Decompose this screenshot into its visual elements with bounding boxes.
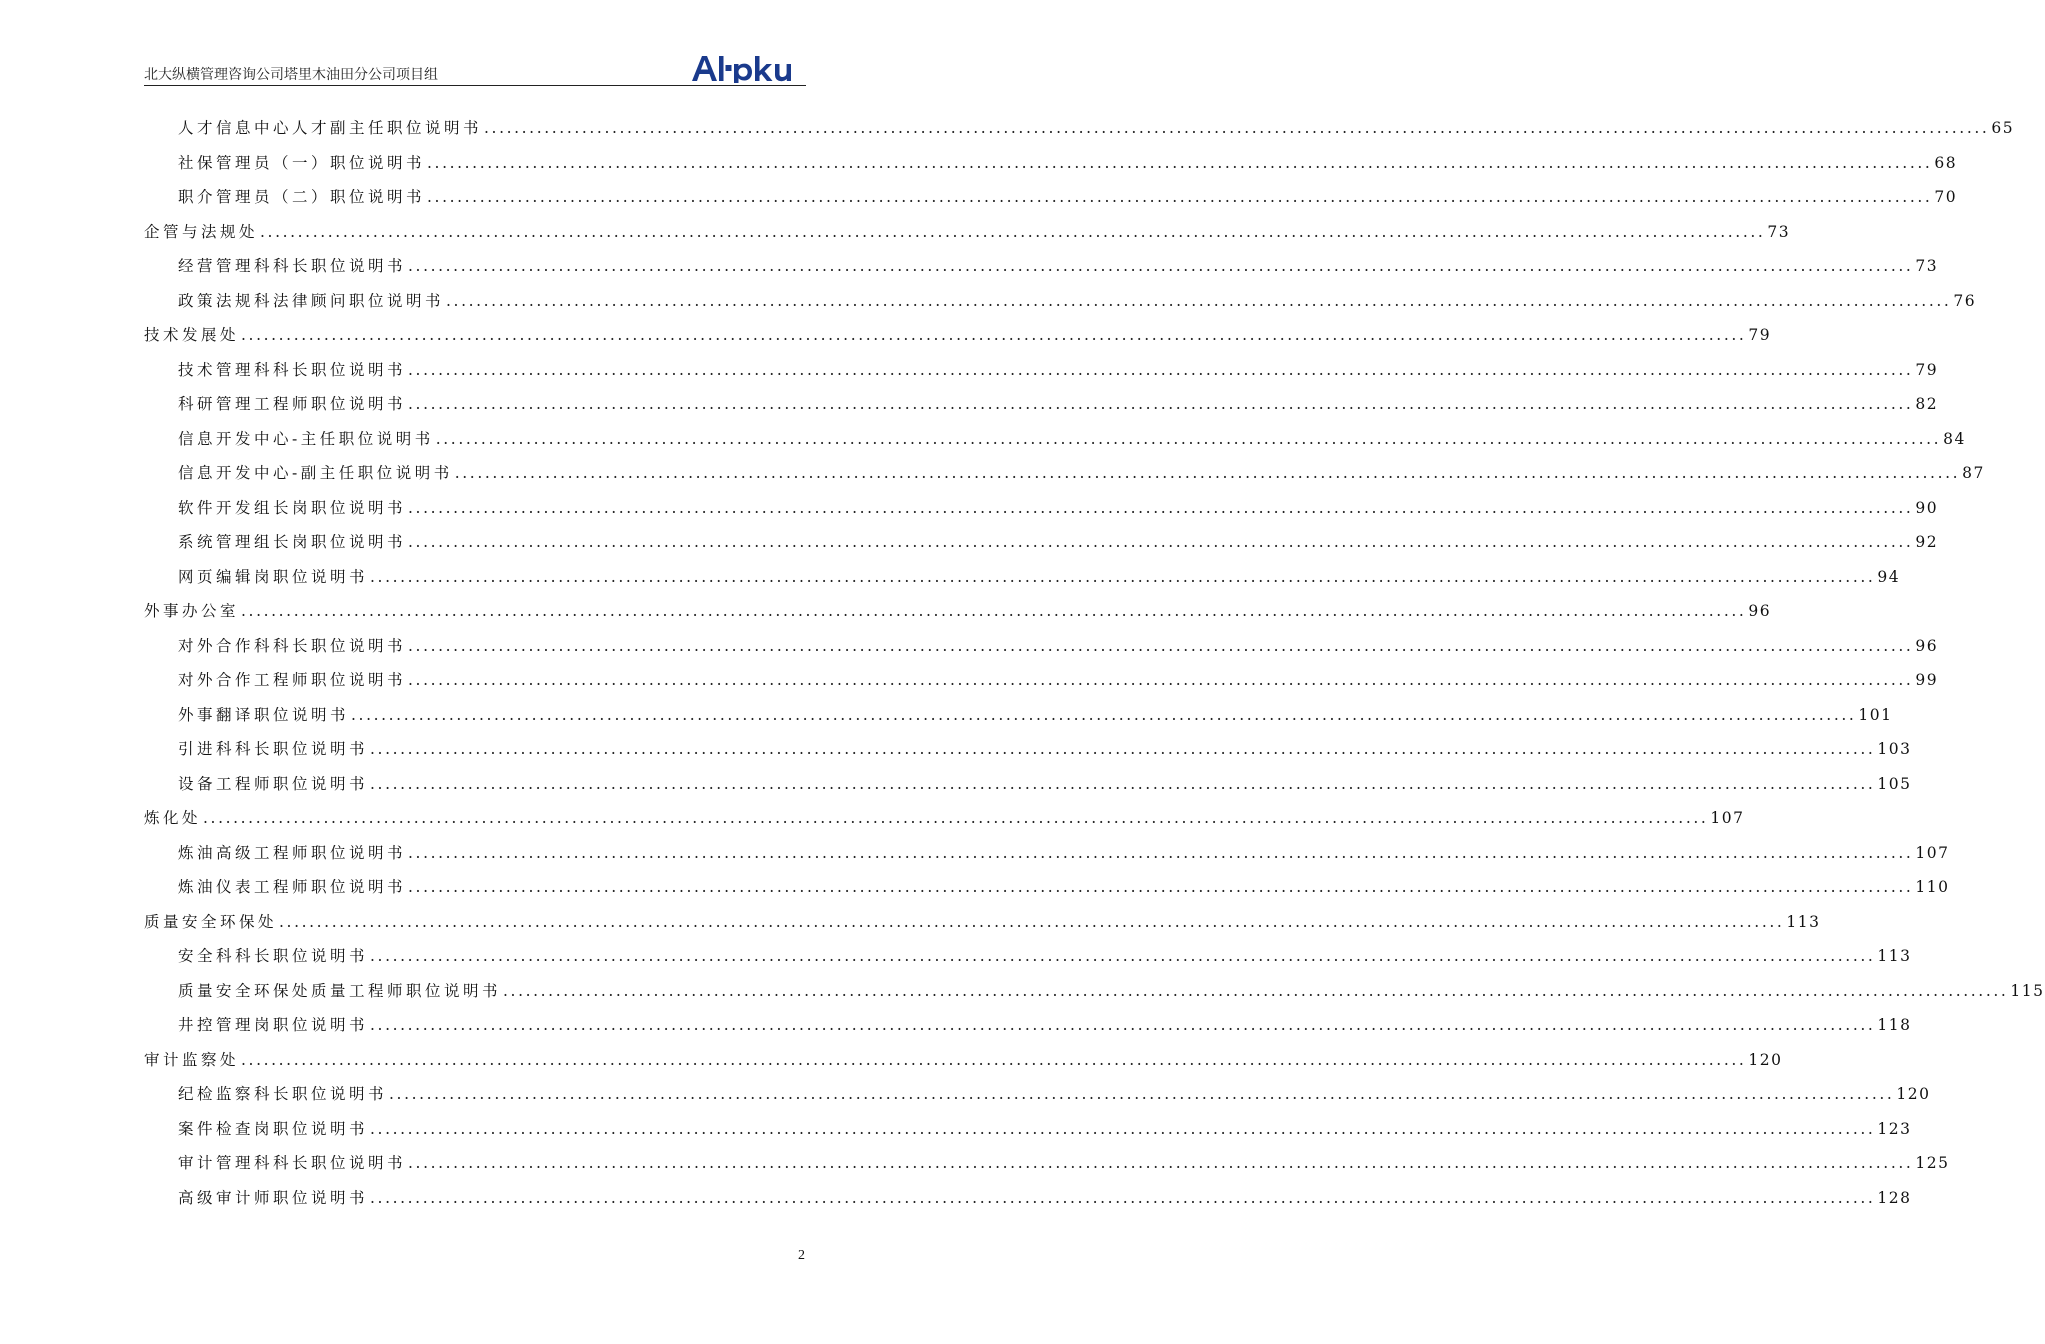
toc-entry-page: 70 bbox=[1934, 188, 1958, 206]
toc-dot-leader: ........................................................................................................................................................................................................ bbox=[279, 912, 1785, 931]
toc-entry-title: 外事办公室 bbox=[144, 602, 240, 620]
toc-entry-page: 113 bbox=[1786, 912, 1821, 931]
toc-entry-title: 质量安全环保处 bbox=[144, 912, 278, 931]
toc-entry-title: 技术管理科科长职位说明书 bbox=[178, 360, 407, 379]
toc-subsection-entry[interactable] bbox=[144, 939, 1912, 974]
toc-entry-title: 设备工程师职位说明书 bbox=[178, 774, 369, 793]
toc-subsection-entry[interactable] bbox=[144, 387, 1939, 422]
toc-entry-page: 94 bbox=[1877, 567, 1901, 586]
toc-dot-leader: ........................................................................................................................................................................................................ bbox=[427, 153, 1933, 172]
toc-subsection-entry[interactable] bbox=[144, 732, 1912, 767]
toc-entry-page: 82 bbox=[1915, 395, 1939, 413]
toc-dot-leader: ........................................................................................................................................................................................................ bbox=[503, 981, 2009, 1000]
toc-entry-page: 118 bbox=[1877, 1016, 1912, 1034]
toc-entry-page: 105 bbox=[1877, 774, 1912, 793]
toc-entry-page: 128 bbox=[1877, 1188, 1912, 1207]
toc-entry-title: 审计管理科科长职位说明书 bbox=[178, 1154, 407, 1172]
toc-dot-leader: ........................................................................................................................................................................................................ bbox=[370, 740, 1876, 758]
toc-dot-leader: ........................................................................................................................................................................................................ bbox=[370, 567, 1876, 586]
toc-subsection-entry[interactable] bbox=[144, 629, 1939, 664]
toc-section-entry[interactable] bbox=[144, 1043, 1783, 1078]
toc-entry-title: 信息开发中心-副主任职位说明书 bbox=[178, 464, 453, 482]
toc-dot-leader: ........................................................................................................................................................................................................ bbox=[370, 1188, 1876, 1207]
toc-entry-page: 73 bbox=[1915, 257, 1939, 275]
toc-entry-title: 技术发展处 bbox=[144, 326, 240, 344]
page-number: 2 bbox=[798, 1248, 805, 1263]
toc-entry-title: 高级审计师职位说明书 bbox=[178, 1188, 369, 1207]
toc-subsection-entry[interactable] bbox=[144, 767, 1912, 802]
toc-subsection-entry[interactable] bbox=[144, 1112, 1912, 1147]
toc-entry-title: 井控管理岗职位说明书 bbox=[178, 1016, 369, 1034]
toc-subsection-entry[interactable] bbox=[144, 1077, 1931, 1112]
toc-entry-page: 113 bbox=[1877, 947, 1912, 965]
alpku-logo bbox=[690, 53, 806, 83]
page-header bbox=[144, 52, 806, 86]
toc-subsection-entry[interactable] bbox=[144, 284, 1977, 319]
toc-dot-leader: ........................................................................................................................................................................................................ bbox=[203, 809, 1709, 827]
toc-section-entry[interactable] bbox=[144, 594, 1772, 629]
toc-entry-page: 120 bbox=[1896, 1085, 1931, 1103]
toc-subsection-entry[interactable] bbox=[144, 836, 1950, 871]
toc-dot-leader: ........................................................................................................................................................................................................ bbox=[408, 498, 1914, 517]
toc-subsection-entry[interactable] bbox=[144, 870, 1950, 905]
header-rule bbox=[144, 85, 806, 86]
toc-dot-leader: ........................................................................................................................................................................................................ bbox=[408, 360, 1914, 379]
toc-entry-page: 96 bbox=[1915, 636, 1939, 655]
toc-entry-title: 炼油仪表工程师职位说明书 bbox=[178, 878, 407, 896]
toc-entry-title: 炼化处 bbox=[144, 809, 202, 827]
toc-entry-title: 经营管理科科长职位说明书 bbox=[178, 257, 407, 275]
toc-entry-title: 网页编辑岗职位说明书 bbox=[178, 567, 369, 586]
toc-dot-leader: ........................................................................................................................................................................................................ bbox=[408, 395, 1914, 413]
toc-dot-leader: ........................................................................................................................................................................................................ bbox=[389, 1085, 1895, 1103]
toc-subsection-entry[interactable] bbox=[144, 422, 1966, 457]
toc-subsection-entry[interactable] bbox=[144, 249, 1939, 284]
toc-entry-page: 79 bbox=[1748, 326, 1772, 344]
toc-section-entry[interactable] bbox=[144, 801, 1745, 836]
toc-entry-title: 案件检查岗职位说明书 bbox=[178, 1119, 369, 1138]
toc-entry-page: 73 bbox=[1767, 222, 1791, 241]
toc-entry-page: 99 bbox=[1915, 671, 1939, 689]
toc-entry-title: 炼油高级工程师职位说明书 bbox=[178, 843, 407, 862]
toc-subsection-entry[interactable] bbox=[144, 1008, 1912, 1043]
toc-entry-page: 65 bbox=[1991, 119, 2015, 137]
toc-subsection-entry[interactable] bbox=[144, 146, 1958, 181]
toc-dot-leader: ........................................................................................................................................................................................................ bbox=[241, 602, 1747, 620]
toc-entry-page: 110 bbox=[1915, 878, 1950, 896]
toc-entry-title: 审计监察处 bbox=[144, 1050, 240, 1069]
toc-entry-page: 92 bbox=[1915, 533, 1939, 551]
toc-dot-leader: ........................................................................................................................................................................................................ bbox=[351, 705, 1857, 724]
toc-dot-leader: ........................................................................................................................................................................................................ bbox=[408, 636, 1914, 655]
toc-entry-page: 103 bbox=[1877, 740, 1912, 758]
toc-entry-title: 政策法规科法律顾问职位说明书 bbox=[178, 291, 445, 310]
toc-entry-title: 系统管理组长岗职位说明书 bbox=[178, 533, 407, 551]
toc-section-entry[interactable] bbox=[144, 215, 1791, 250]
toc-subsection-entry[interactable] bbox=[144, 180, 1958, 215]
toc-dot-leader: ........................................................................................................................................................................................................ bbox=[484, 119, 1990, 137]
toc-subsection-entry[interactable] bbox=[144, 560, 1901, 595]
toc-subsection-entry[interactable] bbox=[144, 491, 1939, 526]
toc-entry-page: 107 bbox=[1710, 809, 1745, 827]
toc-entry-title: 对外合作科科长职位说明书 bbox=[178, 636, 407, 655]
toc-entry-page: 125 bbox=[1915, 1154, 1950, 1172]
toc-entry-title: 企管与法规处 bbox=[144, 222, 259, 241]
toc-dot-leader: ........................................................................................................................................................................................................ bbox=[435, 429, 1942, 448]
toc-dot-leader: ........................................................................................................................................................................................................ bbox=[260, 222, 1766, 241]
toc-subsection-entry[interactable] bbox=[144, 353, 1939, 388]
toc-dot-leader: ........................................................................................................................................................................................................ bbox=[454, 464, 1961, 482]
header-title: 北大纵横管理咨询公司塔里木油田分公司项目组 bbox=[144, 68, 438, 83]
toc-entry-title: 对外合作工程师职位说明书 bbox=[178, 671, 407, 689]
toc-dot-leader: ........................................................................................................................................................................................................ bbox=[408, 533, 1914, 551]
toc-entry-title: 职介管理员（二）职位说明书 bbox=[178, 188, 426, 206]
toc-entry-title: 社保管理员（一）职位说明书 bbox=[178, 153, 426, 172]
toc-entry-page: 101 bbox=[1858, 705, 1893, 724]
toc-dot-leader: ........................................................................................................................................................................................................ bbox=[408, 878, 1914, 896]
toc-dot-leader: ........................................................................................................................................................................................................ bbox=[408, 843, 1914, 862]
toc-subsection-entry[interactable] bbox=[144, 698, 1893, 733]
toc-dot-leader: ........................................................................................................................................................................................................ bbox=[241, 1050, 1747, 1069]
toc-dot-leader: ........................................................................................................................................................................................................ bbox=[241, 326, 1747, 344]
toc-entry-page: 68 bbox=[1934, 153, 1958, 172]
toc-entry-page: 115 bbox=[2010, 981, 2045, 1000]
toc-subsection-entry[interactable] bbox=[144, 111, 2015, 146]
toc-entry-title: 引进科科长职位说明书 bbox=[178, 740, 369, 758]
toc-entry-page: 96 bbox=[1748, 602, 1772, 620]
toc-entry-title: 质量安全环保处质量工程师职位说明书 bbox=[178, 981, 502, 1000]
toc-dot-leader: ........................................................................................................................................................................................................ bbox=[408, 257, 1914, 275]
toc-entry-title: 人才信息中心人才副主任职位说明书 bbox=[178, 119, 483, 137]
toc-entry-page: 87 bbox=[1962, 464, 1985, 482]
toc-section-entry[interactable] bbox=[144, 905, 1821, 940]
toc-entry-title: 纪检监察科长职位说明书 bbox=[178, 1085, 388, 1103]
toc-entry-page: 79 bbox=[1915, 360, 1939, 379]
toc-entry-title: 软件开发组长岗职位说明书 bbox=[178, 498, 407, 517]
toc-dot-leader: ........................................................................................................................................................................................................ bbox=[408, 671, 1914, 689]
toc-subsection-entry[interactable] bbox=[144, 525, 1939, 560]
toc-subsection-entry[interactable] bbox=[144, 663, 1939, 698]
toc-entry-page: 123 bbox=[1877, 1119, 1912, 1138]
toc-subsection-entry[interactable] bbox=[144, 1181, 1912, 1216]
toc-entry-title: 科研管理工程师职位说明书 bbox=[178, 395, 407, 413]
toc-dot-leader: ........................................................................................................................................................................................................ bbox=[408, 1154, 1914, 1172]
toc-dot-leader: ........................................................................................................................................................................................................ bbox=[446, 291, 1952, 310]
toc-entry-title: 信息开发中心-主任职位说明书 bbox=[178, 429, 434, 448]
toc-entry-page: 90 bbox=[1915, 498, 1939, 517]
toc-dot-leader: ........................................................................................................................................................................................................ bbox=[427, 188, 1933, 206]
table-of-contents bbox=[144, 111, 2045, 1215]
toc-entry-page: 120 bbox=[1748, 1050, 1783, 1069]
toc-entry-page: 76 bbox=[1953, 291, 1977, 310]
toc-subsection-entry[interactable] bbox=[144, 974, 2045, 1009]
toc-subsection-entry[interactable] bbox=[144, 456, 1985, 491]
toc-dot-leader: ........................................................................................................................................................................................................ bbox=[370, 1016, 1876, 1034]
toc-entry-page: 84 bbox=[1943, 429, 1966, 448]
toc-entry-title: 外事翻译职位说明书 bbox=[178, 705, 350, 724]
toc-section-entry[interactable] bbox=[144, 318, 1772, 353]
toc-dot-leader: ........................................................................................................................................................................................................ bbox=[370, 947, 1876, 965]
toc-dot-leader: ........................................................................................................................................................................................................ bbox=[370, 774, 1876, 793]
toc-entry-page: 107 bbox=[1915, 843, 1950, 862]
toc-subsection-entry[interactable] bbox=[144, 1146, 1950, 1181]
toc-dot-leader: ........................................................................................................................................................................................................ bbox=[370, 1119, 1876, 1138]
toc-entry-title: 安全科科长职位说明书 bbox=[178, 947, 369, 965]
